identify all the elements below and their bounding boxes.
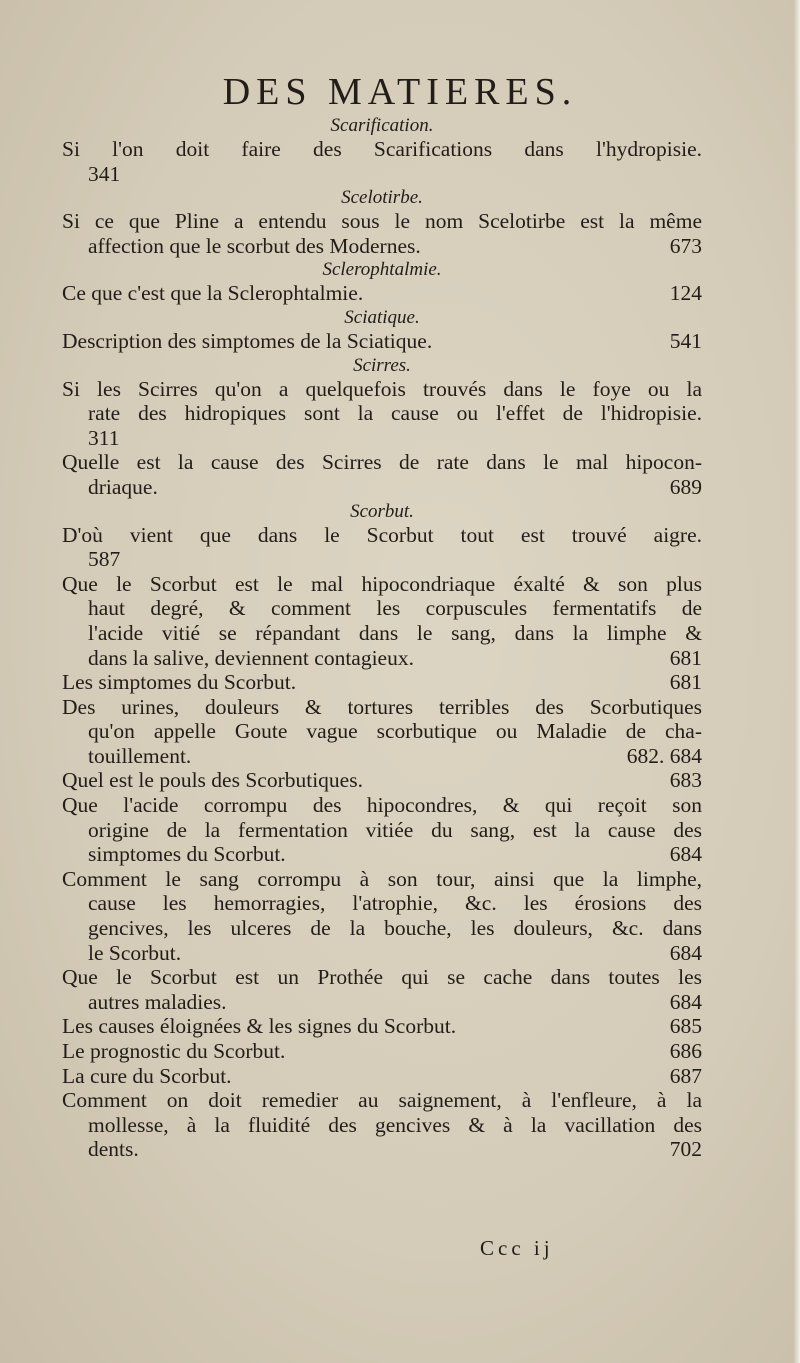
index-line [62, 719, 702, 744]
page-number: 682. 684 [626, 743, 702, 768]
index-line [62, 670, 702, 695]
index-line [62, 768, 702, 793]
entry-text: driaque. [88, 474, 158, 499]
index-line [62, 744, 702, 769]
entry-text: Si ce que Pline a entendu sous le nom Scelotirbe est la même [62, 209, 702, 234]
index-line [62, 329, 702, 354]
section-heading: Scorbut. [350, 500, 414, 522]
page-header: DES MATIERES. [222, 71, 578, 113]
section-heading: Scelotirbe. [341, 187, 423, 209]
entry-text: Des urines, douleurs & tortures terribles des Scorbutiques [62, 694, 702, 719]
entry-text: cause les hemorragies, l'atrophie, &c. les érosions des [88, 891, 702, 916]
entry-text: Comment le sang corrompu à son tour, ainsi que la limphe, [62, 866, 702, 891]
entry-text: Ce que c'est que la Sclerophtalmie. [62, 281, 364, 306]
entry-text: Description des simptomes de la Sciatique. [62, 328, 433, 353]
index-line [62, 1064, 702, 1089]
index-line [62, 990, 702, 1015]
entry-text: Quelle est la cause des Scirres de rate dans le mal hipocon- [62, 450, 702, 475]
section-heading: Sclerophtalmie. [322, 259, 442, 281]
entry-text: Que le Scorbut est un Prothée qui se cache dans toutes les [62, 965, 702, 990]
page-number: 684 [669, 940, 702, 965]
entry-text: dans la salive, deviennent contagieux. [88, 645, 414, 670]
index-line [62, 162, 702, 187]
index-line [62, 572, 702, 597]
index-line [62, 377, 702, 402]
entry-text: rate des hidropiques sont la cause ou l'effet de l'hidropisie. [88, 401, 702, 426]
page-number: 683 [669, 768, 702, 793]
index-line [62, 1113, 702, 1138]
page-number: 124 [669, 281, 702, 306]
index-line [62, 1039, 702, 1064]
page-number: 541 [669, 328, 702, 353]
page-number: 673 [669, 233, 702, 258]
entry-text: 341 [88, 161, 121, 186]
entry-text: Que l'acide corrompu des hipocondres, & qui reçoit son [62, 793, 702, 818]
section-heading: Scarification. [330, 115, 434, 136]
page-edge [794, 0, 800, 1363]
entry-text: qu'on appelle Goute vague scorbutique ou Maladie de cha- [88, 719, 702, 744]
entry-text: l'acide vitié se répandant dans le sang, dans la limphe & [88, 620, 702, 645]
index-line [62, 793, 702, 818]
entry-text: gencives, les ulceres de la bouche, les douleurs, &c. dans [88, 916, 702, 941]
index-line [62, 1088, 702, 1113]
index-line [62, 209, 702, 234]
entry-text: Le prognostic du Scorbut. [62, 1039, 286, 1063]
entry-text: Les simptomes du Scorbut. [62, 670, 297, 695]
index-line [62, 1014, 702, 1039]
entry-text: 587 [88, 547, 121, 572]
entry-text: simptomes du Scorbut. [88, 842, 286, 867]
page-number: 681 [669, 645, 702, 670]
entry-text: Que le Scorbut est le mal hipocondriaque éxalté & son plus [62, 571, 702, 596]
index-line [62, 281, 702, 306]
index-line [62, 695, 702, 720]
index-line [62, 475, 702, 500]
index-line [62, 547, 702, 572]
index-line [62, 818, 702, 843]
entry-text: le Scorbut. [88, 940, 182, 965]
entry-text: dents. [88, 1137, 139, 1162]
index-line [62, 401, 702, 426]
entry-text: 311 [88, 425, 120, 450]
index-line [62, 1137, 702, 1162]
page-number: 687 [669, 1063, 702, 1088]
entry-text: origine de la fermentation vitiée du sang, est la cause des [88, 817, 702, 842]
index-line [62, 965, 702, 990]
index-line [62, 891, 702, 916]
entry-text: Quel est le pouls des Scorbutiques. [62, 768, 363, 793]
index-line [62, 867, 702, 892]
signature-mark: Ccc ij [480, 1236, 554, 1260]
page-number: 702 [669, 1137, 702, 1162]
index-body [62, 114, 702, 1162]
index-line [62, 523, 702, 548]
index-line [62, 646, 702, 671]
index-line [62, 450, 702, 475]
entry-text: mollesse, à la fluidité des gencives & à la vacillation des [88, 1112, 702, 1137]
index-line [62, 234, 702, 259]
entry-text: touillement. [88, 743, 192, 768]
index-line [62, 426, 702, 451]
page-number: 684 [669, 842, 702, 867]
index-line [62, 137, 702, 162]
index-line [62, 941, 702, 966]
page-number: 689 [669, 474, 702, 499]
page-number: 681 [669, 670, 702, 695]
index-line [62, 621, 702, 646]
entry-text: Les causes éloignées & les signes du Scorbut. [62, 1014, 457, 1039]
index-line [62, 596, 702, 621]
entry-text: La cure du Scorbut. [62, 1063, 232, 1088]
section-heading: Scirres. [353, 354, 411, 376]
page-number: 684 [669, 989, 702, 1014]
entry-text: D'où vient que dans le Scorbut tout est trouvé aigre. [62, 522, 702, 547]
index-line [62, 916, 702, 941]
entry-text: Si l'on doit faire des Scarifications dans l'hydropisie. [62, 137, 702, 161]
entry-text: Comment on doit remedier au saignement, à l'enfleure, à la [62, 1088, 702, 1113]
entry-text: Si les Scirres qu'on a quelquefois trouvés dans le foye ou la [62, 376, 702, 401]
entry-text: autres maladies. [88, 989, 227, 1014]
section-heading: Sciatique. [344, 306, 420, 328]
page-number: 685 [669, 1014, 702, 1039]
index-line [62, 842, 702, 867]
page-number: 686 [669, 1039, 702, 1063]
entry-text: haut degré, & comment les corpuscules fermentatifs de [88, 596, 702, 621]
entry-text: affection que le scorbut des Modernes. [88, 233, 421, 258]
